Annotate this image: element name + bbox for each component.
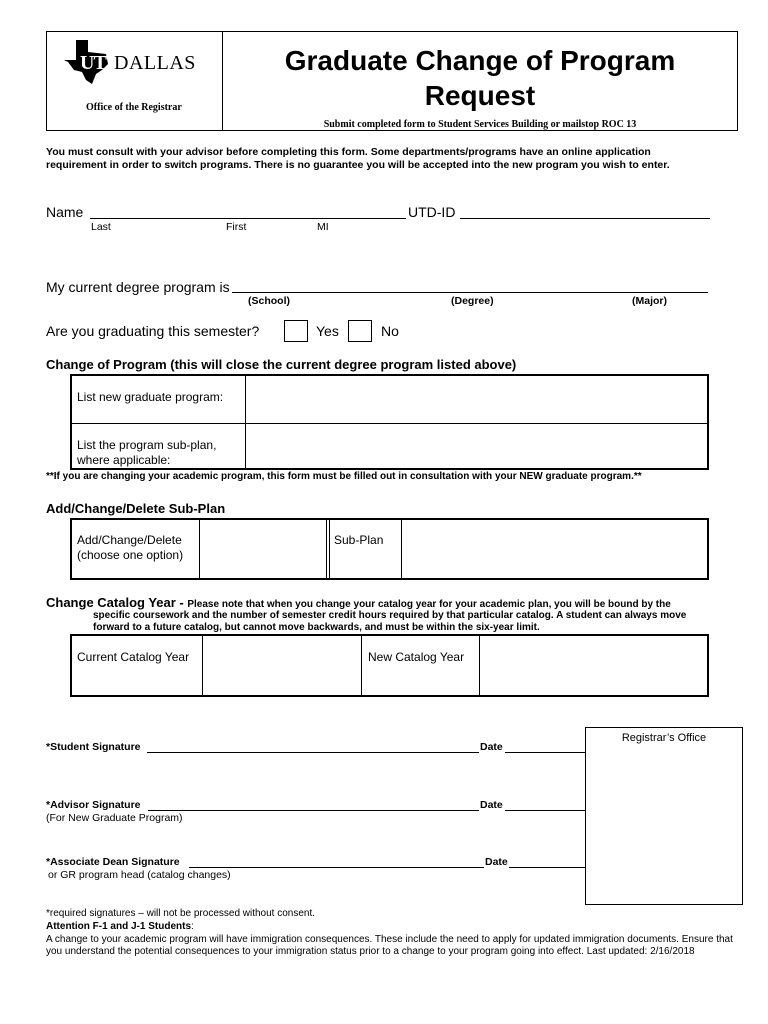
program-sub-degree: (Degree) <box>451 295 494 307</box>
office-label: Office of the Registrar <box>86 102 182 113</box>
utd-id-field[interactable] <box>460 218 710 219</box>
header-divider <box>222 31 223 131</box>
new-program-label: List new graduate program: <box>77 390 224 404</box>
name-sub-mi: MI <box>317 221 329 233</box>
table-divider <box>245 375 246 469</box>
new-catalog-input[interactable] <box>481 636 707 695</box>
subplan-divider-3 <box>329 519 330 579</box>
logo-dallas-text: DALLAS <box>114 52 196 74</box>
student-date-field[interactable] <box>505 752 585 753</box>
subplan-label-line-2: where applicable: <box>77 453 171 467</box>
no-checkbox[interactable] <box>348 320 372 342</box>
current-catalog-label: Current Catalog Year <box>77 650 190 664</box>
student-signature-label: *Student Signature <box>46 741 141 753</box>
add-change-delete-input[interactable] <box>201 520 325 578</box>
catalog-divider-3 <box>479 635 480 696</box>
new-program-input[interactable] <box>247 376 707 422</box>
title-line-2: Request <box>424 80 536 111</box>
dean-date-label: Date <box>485 856 508 868</box>
title-line-1: Graduate Change of Program <box>284 45 676 76</box>
advisor-date-field[interactable] <box>505 810 585 811</box>
name-sub-first: First <box>226 221 247 233</box>
add-change-delete-label <box>77 533 183 563</box>
logo-ut-text: UT <box>80 52 106 74</box>
no-label: No <box>381 323 399 339</box>
required-note: *required signatures – will not be processed without consent. <box>46 908 316 919</box>
advisor-signature-field[interactable] <box>148 810 479 811</box>
attention-heading <box>46 921 194 933</box>
program-subplan-input[interactable] <box>247 425 707 468</box>
registrar-office-box <box>585 727 743 905</box>
attention-title: Attention F-1 and J-1 Students <box>46 921 191 932</box>
attention-colon: : <box>191 921 194 932</box>
utd-logo <box>62 38 212 88</box>
program-sub-school: (School) <box>248 295 290 307</box>
intro-warning <box>46 146 736 172</box>
intro-line-1: You must consult with your advisor before completing this form. Some departments/programs have an online application <box>46 146 651 158</box>
dean-signature-field[interactable] <box>189 867 484 868</box>
catalog-divider-2 <box>361 635 362 696</box>
name-label: Name <box>46 204 84 220</box>
subplan-label-line-1: List the program sub-plan, <box>77 438 217 452</box>
current-program-field[interactable] <box>232 292 708 293</box>
student-date-label: Date <box>480 741 503 753</box>
catalog-note-3: forward to a future catalog, but cannot move backwards, and must be within the six-year limit. <box>93 622 540 633</box>
subplan-label <box>77 438 216 468</box>
acd-line-1: Add/Change/Delete <box>77 533 182 547</box>
immigration-text-2: you understand the potential consequences to your immigration status prior to a change to your program going into effect. Last updated: 2/16/2018 <box>46 946 695 957</box>
graduating-question: Are you graduating this semester? <box>46 323 260 339</box>
page-title <box>224 43 736 113</box>
immigration-text-1: A change to your academic program will have immigration consequences. These include the need to apply for updated immigration documents. Ensure that <box>46 934 733 945</box>
dean-sub-label: or GR program head (catalog changes) <box>48 869 231 881</box>
subplan-divider-4 <box>401 519 402 579</box>
dean-date-field[interactable] <box>509 867 585 868</box>
subplan-cell-label: Sub-Plan <box>334 533 384 547</box>
catalog-note-1: Please note that when you change your catalog year for your academic plan, you will be bound by the <box>187 599 671 610</box>
yes-label: Yes <box>316 323 339 339</box>
student-signature-field[interactable] <box>147 752 479 753</box>
acd-line-2: (choose one option) <box>77 548 184 562</box>
subplan-divider-2 <box>326 519 327 579</box>
advisor-date-label: Date <box>480 799 503 811</box>
advisor-sub-label: (For New Graduate Program) <box>46 812 183 824</box>
name-field[interactable] <box>90 218 406 219</box>
utd-id-label: UTD-ID <box>408 204 456 220</box>
subplan-divider-1 <box>199 519 200 579</box>
subplan-input[interactable] <box>403 520 707 578</box>
dean-signature-label: *Associate Dean Signature <box>46 856 180 868</box>
registrar-office-label: Registrar’s Office <box>621 732 707 744</box>
catalog-heading-title: Change Catalog Year - <box>46 595 188 610</box>
current-program-label: My current degree program is <box>46 279 230 295</box>
catalog-divider-1 <box>202 635 203 696</box>
program-sub-major: (Major) <box>632 295 667 307</box>
table-row-divider <box>71 423 708 424</box>
catalog-note-2: specific coursework and the number of semester credit hours required by that particular catalog. A student can always move <box>93 610 687 621</box>
change-program-heading: Change of Program (this will close the current degree program listed above) <box>46 357 517 372</box>
program-change-note: **If you are changing your academic program, this form must be filled out in consultation with your NEW graduate program.** <box>46 471 642 482</box>
advisor-signature-label: *Advisor Signature <box>46 799 141 811</box>
new-catalog-label: New Catalog Year <box>368 650 465 664</box>
yes-checkbox[interactable] <box>284 320 308 342</box>
name-sub-last: Last <box>91 221 111 233</box>
subplan-heading: Add/Change/Delete Sub-Plan <box>46 501 226 516</box>
current-catalog-input[interactable] <box>204 636 360 695</box>
intro-line-2: requirement in order to switch programs. There is no guarantee you will be accepted into the new program you wish to enter. <box>46 159 670 171</box>
submit-note: Submit completed form to Student Services Building or mailstop ROC 13 <box>323 119 637 130</box>
